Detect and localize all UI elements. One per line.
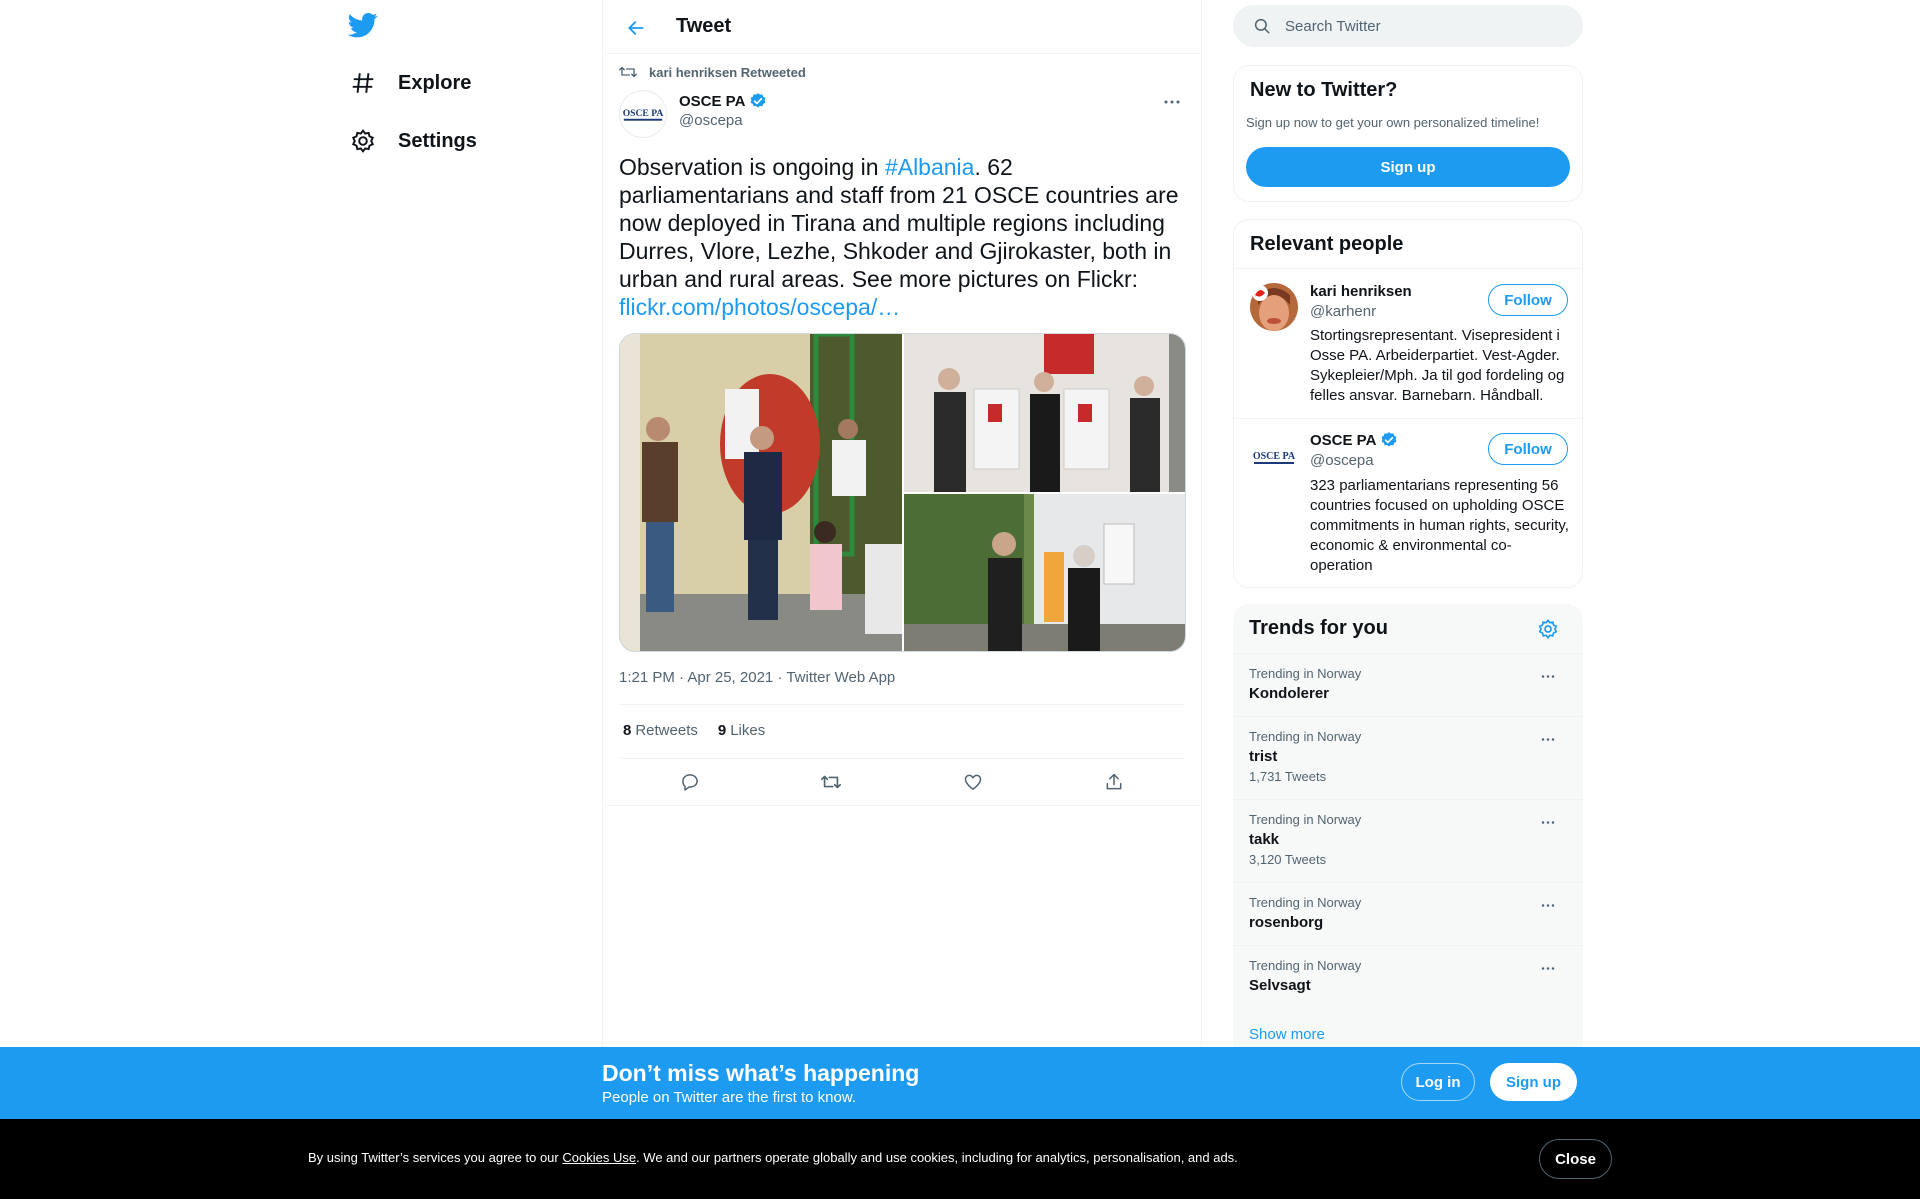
divider xyxy=(619,704,1185,705)
relevant-people-card xyxy=(1233,219,1583,588)
card-subtitle: Sign up now to get your own personalized timeline! xyxy=(1246,115,1540,130)
likes-label: Likes xyxy=(730,722,766,739)
show-more-link[interactable]: Show more xyxy=(1249,1026,1325,1043)
trend-name: Kondolerer xyxy=(1249,685,1330,702)
more-dots-icon xyxy=(1540,737,1556,742)
gear-icon[interactable] xyxy=(1537,618,1559,640)
trend-context: Trending in Norway xyxy=(1249,666,1362,681)
back-button[interactable] xyxy=(621,13,651,43)
heart-icon xyxy=(963,772,983,792)
cookie-text-part: By using Twitter’s services you agree to our xyxy=(308,1150,563,1165)
trend-item[interactable] xyxy=(1233,716,1583,799)
svg-text:OSCE PA: OSCE PA xyxy=(622,107,664,119)
cookies-use-link[interactable]: Cookies Use xyxy=(562,1150,637,1165)
cookie-text xyxy=(308,1150,1238,1165)
banner-title: Don’t miss what’s happening xyxy=(602,1060,920,1086)
avatar[interactable] xyxy=(619,90,667,138)
trend-context: Trending in Norway xyxy=(1249,895,1362,910)
tweet-timestamp[interactable]: 1:21 PM · Apr 25, 2021 · Twitter Web App xyxy=(619,669,896,686)
person-bio: Stortingsrepresentant. Visepresident i Osse PA. Arbeiderpartiet. Vest-Agder. Sykepleier/Mph. Ja til god fordeling og felles ansvar. Barnebarn. Håndball. xyxy=(1310,327,1565,404)
tweet-more-button[interactable] xyxy=(1157,90,1187,114)
tweet-photo[interactable] xyxy=(620,334,902,652)
person-name[interactable] xyxy=(1310,431,1398,449)
search-icon xyxy=(1253,17,1271,35)
trend-more-button[interactable] xyxy=(1535,812,1561,832)
search-bar[interactable] xyxy=(1233,5,1583,47)
tweet-photo[interactable] xyxy=(904,494,1186,652)
retweeted-by[interactable] xyxy=(619,64,806,80)
retweet-icon xyxy=(619,64,639,80)
trend-more-button[interactable] xyxy=(1535,895,1561,915)
trend-context: Trending in Norway xyxy=(1249,729,1362,744)
author-handle[interactable]: @oscepa xyxy=(679,112,743,129)
more-dots-icon xyxy=(1540,903,1556,908)
author-name-text: OSCE PA xyxy=(679,92,746,110)
search-input[interactable] xyxy=(1285,18,1545,35)
trend-item[interactable] xyxy=(1233,945,1583,1008)
nav-item-explore[interactable] xyxy=(350,63,471,103)
share-button[interactable] xyxy=(1096,764,1132,800)
like-button[interactable] xyxy=(955,764,991,800)
avatar[interactable] xyxy=(1250,283,1298,331)
nav-item-label: Explore xyxy=(398,71,472,94)
more-dots-icon xyxy=(1163,99,1181,105)
log-in-button[interactable]: Log in xyxy=(1401,1063,1475,1101)
trend-count: 1,731 Tweets xyxy=(1249,769,1327,784)
nav-item-settings[interactable] xyxy=(350,121,477,161)
hashtag-icon xyxy=(350,70,376,96)
twitter-bird-icon[interactable] xyxy=(348,10,380,42)
more-dots-icon xyxy=(1540,820,1556,825)
banner-subtitle: People on Twitter are the first to know. xyxy=(602,1089,857,1106)
retweet-button[interactable] xyxy=(813,764,849,800)
trend-more-button[interactable] xyxy=(1535,958,1561,978)
trends-card xyxy=(1233,604,1583,1064)
signup-banner xyxy=(0,1047,1920,1119)
person-item[interactable] xyxy=(1234,419,1582,587)
hashtag-link[interactable]: #Albania xyxy=(884,154,975,180)
tweet-media-grid xyxy=(619,333,1186,652)
tweet-stats xyxy=(623,722,765,739)
card-title: New to Twitter? xyxy=(1250,79,1398,101)
retweet-icon xyxy=(820,771,842,793)
reply-icon xyxy=(680,772,700,792)
divider xyxy=(619,758,1185,759)
svg-text:OSCE PA: OSCE PA xyxy=(1252,451,1296,462)
main-column xyxy=(602,0,1202,1199)
more-dots-icon xyxy=(1540,674,1556,679)
likes-count: 9 xyxy=(717,722,727,739)
person-bio: 323 parliamentarians representing 56 countries focused on upholding OSCE commitments in human rights, security, economic & environmental co-operation xyxy=(1310,477,1569,574)
gear-icon xyxy=(350,128,376,154)
share-icon xyxy=(1104,772,1124,792)
trend-name: Selvsagt xyxy=(1249,977,1311,994)
arrow-left-icon xyxy=(626,18,646,38)
page-title: Tweet xyxy=(676,15,732,37)
likes-stat[interactable] xyxy=(718,722,765,739)
tweet-actions xyxy=(619,764,1185,800)
more-dots-icon xyxy=(1540,966,1556,971)
trend-more-button[interactable] xyxy=(1535,729,1561,749)
trend-name: takk xyxy=(1249,831,1280,848)
person-name-text: OSCE PA xyxy=(1310,431,1377,449)
flickr-link[interactable]: flickr.com/photos/oscepa/… xyxy=(619,294,901,320)
tweet-text-part: . 62 parliamentarians and staff from 21 OSCE countries are now deployed in Tirana and multiple regions including Durres, Vlore, Lezhe, Shkoder and Gjirokaster, both in urban and rural areas. See more pictures on Flickr: xyxy=(619,154,1179,292)
divider xyxy=(603,805,1201,806)
sign-up-button[interactable]: Sign up xyxy=(1246,147,1570,187)
follow-button[interactable]: Follow xyxy=(1488,284,1568,316)
person-name[interactable]: kari henriksen xyxy=(1310,283,1412,300)
close-button[interactable]: Close xyxy=(1539,1139,1612,1179)
trend-item[interactable] xyxy=(1233,653,1583,716)
trend-count: 3,120 Tweets xyxy=(1249,852,1327,867)
trend-item[interactable] xyxy=(1233,799,1583,882)
tweet-text xyxy=(619,153,1185,321)
card-title: Relevant people xyxy=(1250,233,1404,255)
card-title: Trends for you xyxy=(1249,617,1388,639)
avatar[interactable] xyxy=(1250,432,1298,480)
cookie-banner xyxy=(0,1119,1920,1199)
follow-button[interactable]: Follow xyxy=(1488,433,1568,465)
trend-more-button[interactable] xyxy=(1535,666,1561,686)
reply-button[interactable] xyxy=(672,764,708,800)
trend-context: Trending in Norway xyxy=(1249,812,1362,827)
retweets-count: 8 xyxy=(623,722,632,739)
trend-name: trist xyxy=(1249,748,1278,765)
cookie-text-part: . We and our partners operate globally and use cookies, including for analytics, personalisation, and ads. xyxy=(636,1150,1238,1165)
person-item[interactable] xyxy=(1234,269,1582,417)
trend-name: rosenborg xyxy=(1249,914,1324,931)
verified-badge-icon xyxy=(749,92,767,110)
tweet-text-part: Observation is ongoing in xyxy=(619,154,885,180)
author-name[interactable] xyxy=(679,92,767,110)
nav-item-label: Settings xyxy=(398,129,477,152)
sign-up-button[interactable]: Sign up xyxy=(1490,1063,1577,1101)
new-to-twitter-card xyxy=(1233,65,1583,202)
trend-item[interactable] xyxy=(1233,882,1583,945)
page-header xyxy=(603,0,1201,54)
retweeted-by-label: kari henriksen Retweeted xyxy=(649,64,806,80)
tweet-photo[interactable] xyxy=(904,334,1186,492)
trend-context: Trending in Norway xyxy=(1249,958,1362,973)
person-handle[interactable]: @karhenr xyxy=(1310,303,1377,320)
person-handle[interactable]: @oscepa xyxy=(1310,452,1374,469)
retweets-label: Retweets xyxy=(635,722,698,739)
retweets-stat[interactable] xyxy=(623,722,698,739)
verified-badge-icon xyxy=(1380,431,1398,449)
